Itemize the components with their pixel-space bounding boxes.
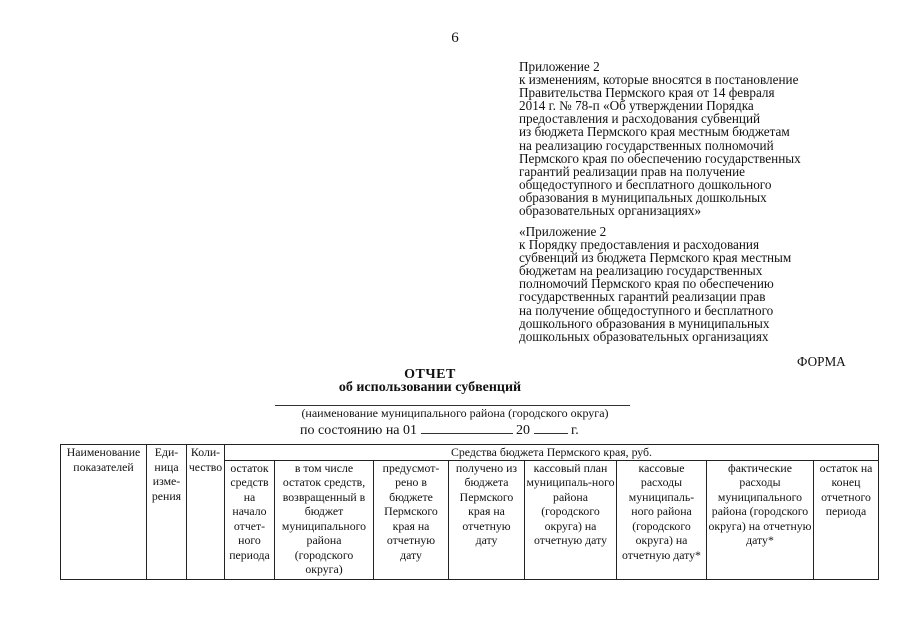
appendix-line: к изменениям, которые вносятся в постановление — [519, 72, 799, 88]
header-sub-column: остаток средств на начало отчет-ного периода — [225, 460, 275, 579]
month-blank — [421, 422, 513, 434]
header-sub-column: фактические расходы муниципального района (городского округа) на отчетную дату* — [707, 460, 814, 579]
as-of-suffix: г. — [571, 423, 579, 438]
appendix-line: предоставления и расходования субвенций — [519, 111, 761, 127]
header-sub-column: в том числе остаток средств, возвращенный в бюджет муниципального района (городского округа) — [275, 460, 374, 579]
header-sub-column: кассовый план муниципаль-ного района (городского округа) на отчетную дату — [525, 460, 617, 579]
appendix-line: дошкольного образования в муниципальных — [519, 315, 770, 331]
header-sub-column: остаток на конец отчетного периода — [814, 460, 879, 579]
appendix-line: полномочий Пермского края по обеспечению — [519, 276, 774, 292]
report-title: ОТЧЕТ — [404, 367, 456, 382]
appendix-line: образовательных организациях» — [519, 203, 702, 219]
appendix-line: гарантий реализации прав на получение — [519, 163, 746, 179]
appendix-line: на получение общедоступного и бесплатного — [519, 302, 774, 318]
header-sub-column: получено из бюджета Пермского края на отчетную дату — [449, 460, 525, 579]
appendix-line: Пермского края по обеспечению государственных — [519, 150, 801, 166]
header-budget-group: Средства бюджета Пермского края, руб. — [225, 445, 879, 461]
appendix-line: субвенций из бюджета Пермского края местным — [519, 250, 792, 266]
appendix-line: к Порядку предоставления и расходования — [519, 237, 760, 253]
appendix-line: на реализацию государственных полномочий — [519, 137, 774, 153]
as-of-prefix: по состоянию на 01 — [300, 423, 418, 438]
appendix-line: Приложение 2 — [519, 59, 600, 74]
appendix-procedure-block — [519, 225, 864, 343]
appendix-amendment-block — [519, 60, 864, 217]
appendix-line: дошкольных образовательных организациях — [519, 328, 769, 344]
appendix-line: Правительства Пермского края от 14 февраля — [519, 85, 775, 101]
year-blank — [534, 422, 568, 434]
as-of-line — [300, 422, 579, 439]
header-unit: Еди-ница изме-рения — [147, 445, 187, 580]
form-label: ФОРМА — [797, 354, 846, 369]
appendix-line: из бюджета Пермского края местным бюджетам — [519, 124, 790, 140]
header-sub-column: предусмот-рено в бюджете Пермского края на отчетную дату — [374, 460, 449, 579]
appendix-line: образования в муниципальных дошкольных — [519, 189, 767, 205]
header-sub-column: кассовые расходы муниципаль-ного района (городского округа) на отчетную дату* — [617, 460, 707, 579]
district-caption: (наименование муниципального района (городского округа) — [301, 406, 609, 420]
appendix-line: «Приложение 2 — [519, 224, 607, 239]
page-number: 6 — [451, 30, 459, 46]
appendix-line: бюджетам на реализацию государственных — [519, 263, 763, 279]
header-indicator-name: Наименование показателей — [61, 445, 147, 580]
appendix-line: 2014 г. № 78-п «Об утверждении Порядка — [519, 98, 754, 114]
report-subtitle: об использовании субвенций — [338, 380, 522, 395]
as-of-year-prefix: 20 — [516, 423, 531, 438]
header-quantity: Коли-чество — [187, 445, 225, 580]
appendix-line: государственных гарантий реализации прав — [519, 289, 766, 305]
appendix-line: общедоступного и бесплатного дошкольного — [519, 176, 772, 192]
report-table — [60, 444, 879, 580]
